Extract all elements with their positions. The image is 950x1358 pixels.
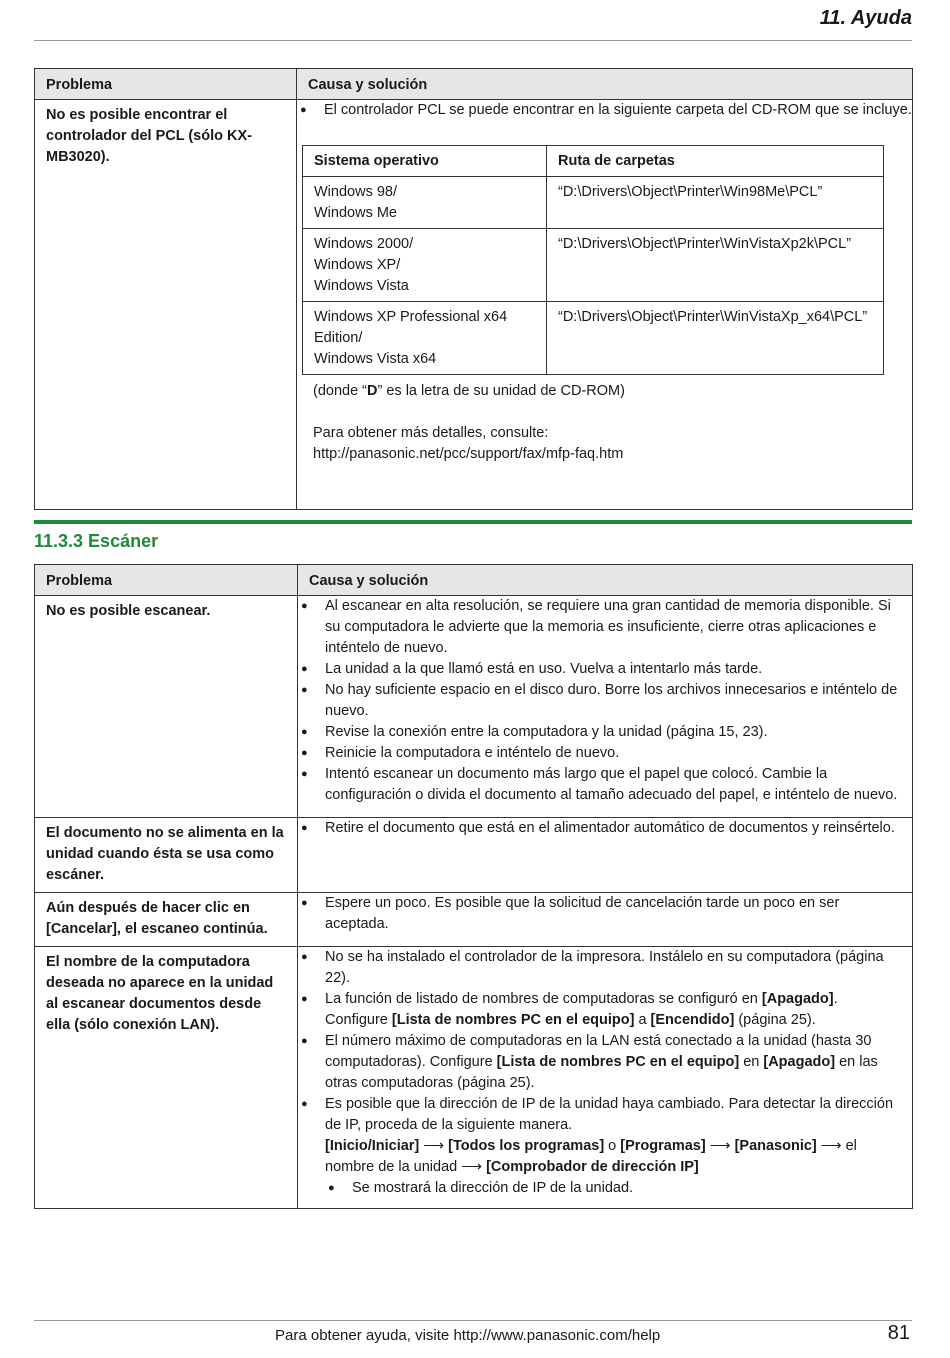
column-header-problem: Problema <box>35 565 298 596</box>
column-header-cause: Causa y solución <box>298 565 913 596</box>
drive-letter-note: (donde “D” es la letra de su unidad de CD-ROM) <box>313 383 625 399</box>
section-divider <box>34 520 912 524</box>
arrow-icon: ⟶ <box>423 1138 445 1154</box>
setting-apagado: [Apagado] <box>761 991 834 1007</box>
footer-help-text: Para obtener ayuda, visite http://www.panasonic.com/help <box>275 1327 661 1344</box>
table-row <box>303 229 884 302</box>
footer-divider <box>34 1320 912 1321</box>
column-header-os: Sistema operativo <box>303 146 547 177</box>
menu-start: [Inicio/Iniciar] <box>325 1138 420 1154</box>
cancel-key: [Cancelar] <box>46 921 117 937</box>
drive-letter: D <box>367 383 378 399</box>
problem-text: El documento no se alimenta en la unidad cuando ésta se usa como escáner. <box>46 825 284 883</box>
table-row <box>35 100 913 510</box>
os-cell: Windows 98/ Windows Me <box>303 177 547 229</box>
solution-bullet: ● El número máximo de computadoras en la LAN está conectado a la unidad (hasta 30 computadoras). Configure [Lista de nombres PC en el equipo] en [Apagado] en las otras computadoras (página 25). <box>298 1031 902 1094</box>
arrow-icon: ⟶ <box>461 1159 483 1175</box>
menu-all-programs: [Todos los programas] <box>448 1138 605 1154</box>
table-row <box>303 302 884 375</box>
os-cell: Windows XP Professional x64 Edition/ Windows Vista x64 <box>303 302 547 375</box>
solution-bullet: ● Reinicie la computadora e inténtelo de nuevo. <box>298 743 902 764</box>
table-row <box>35 818 913 893</box>
menu-programs: [Programas] <box>620 1138 706 1154</box>
sub-bullet: ● Se mostrará la dirección de IP de la unidad. <box>325 1178 902 1199</box>
solution-bullet: ● Intentó escanear un documento más largo que el papel que colocó. Cambie la configuración o divida el documento al tamaño adecuado del papel, e inténtelo de nuevo. <box>298 764 902 806</box>
problem-text: El nombre de la computadora deseada no aparece en la unidad al escanear documentos desde ella (sólo conexión LAN). <box>46 954 274 1033</box>
path-cell: “D:\Drivers\Object\Printer\WinVistaXp_x64\PCL” <box>547 302 884 375</box>
setting-pc-list: [Lista de nombres PC en el equipo] <box>391 1012 635 1028</box>
setting-encendido: [Encendido] <box>650 1012 735 1028</box>
setting-pc-list: [Lista de nombres PC en el equipo] <box>496 1054 740 1070</box>
setting-apagado: [Apagado] <box>763 1054 836 1070</box>
path-cell: “D:\Drivers\Object\Printer\WinVistaXp2k\PCL” <box>547 229 884 302</box>
problem-text: No es posible escanear. <box>46 603 211 619</box>
arrow-icon: ⟶ <box>709 1138 731 1154</box>
path-cell: “D:\Drivers\Object\Printer\Win98Me\PCL” <box>547 177 884 229</box>
table-row <box>35 947 913 1209</box>
section-title: 11.3.3 Escáner <box>34 531 159 551</box>
solution-bullet: ● Revise la conexión entre la computadora y la unidad (página 15, 23). <box>298 722 902 743</box>
solution-bullet: ● El controlador PCL se puede encontrar en la siguiente carpeta del CD-ROM que se incluye. <box>297 100 912 121</box>
solution-bullet: ● La unidad a la que llamó está en uso. Vuelva a intentarlo más tarde. <box>298 659 902 680</box>
solution-bullet: ● Al escanear en alta resolución, se requiere una gran cantidad de memoria disponible. Si su computadora le advierte que la memoria es insuficiente, cierre otras aplicaciones e inténtelo de nuevo. <box>298 596 902 659</box>
folder-path-table <box>302 145 884 375</box>
problem-text: Aún después de hacer clic en [Cancelar], el escaneo continúa. <box>46 900 268 937</box>
table-row <box>35 596 913 818</box>
more-info-text: Para obtener más detalles, consulte: <box>313 425 549 441</box>
column-header-problem: Problema <box>35 69 297 100</box>
solution-bullet: ● Espere un poco. Es posible que la solicitud de cancelación tarde un poco en ser aceptada. <box>298 893 902 935</box>
solution-bullet: ● No se ha instalado el controlador de la impresora. Instálelo en su computadora (página 22). <box>298 947 902 989</box>
arrow-icon: ⟶ <box>820 1138 842 1154</box>
page-number: 81 <box>887 1322 910 1344</box>
troubleshooting-table-pcl <box>34 68 913 510</box>
menu-ip-checker: [Comprobador de dirección IP] <box>486 1159 699 1175</box>
table-row <box>35 893 913 947</box>
troubleshooting-table-scanner <box>34 564 913 1209</box>
header-divider <box>34 40 912 41</box>
column-header-cause: Causa y solución <box>297 69 913 100</box>
table-row <box>303 177 884 229</box>
solution-bullet: ● Retire el documento que está en el alimentador automático de documentos y reinsértelo. <box>298 818 902 839</box>
chapter-title: 11. Ayuda <box>819 7 912 29</box>
column-header-path: Ruta de carpetas <box>547 146 884 177</box>
solution-bullet: ● La función de listado de nombres de computadoras se configuró en [Apagado]. Configure [Lista de nombres PC en el equipo] a [Encendido] (página 25). <box>298 989 902 1031</box>
os-cell: Windows 2000/ Windows XP/ Windows Vista <box>303 229 547 302</box>
solution-bullet: ● No hay suficiente espacio en el disco duro. Borre los archivos innecesarios e inténtelo de nuevo. <box>298 680 902 722</box>
problem-text: No es posible encontrar el controlador del PCL (sólo KX-MB3020). <box>46 107 252 165</box>
menu-panasonic: [Panasonic] <box>734 1138 817 1154</box>
support-url: http://panasonic.net/pcc/support/fax/mfp-faq.htm <box>313 446 624 462</box>
solution-bullet: ● Es posible que la dirección de IP de la unidad haya cambiado. Para detectar la dirección de IP, proceda de la siguiente manera. [Inicio/Iniciar] ⟶ [Todos los programas] o [Programas] ⟶ [Panasonic] ⟶ el nombre de la unidad ⟶ [Comprobador de dirección IP] ● Se mostrará la dirección de IP de la unidad. <box>298 1094 902 1199</box>
